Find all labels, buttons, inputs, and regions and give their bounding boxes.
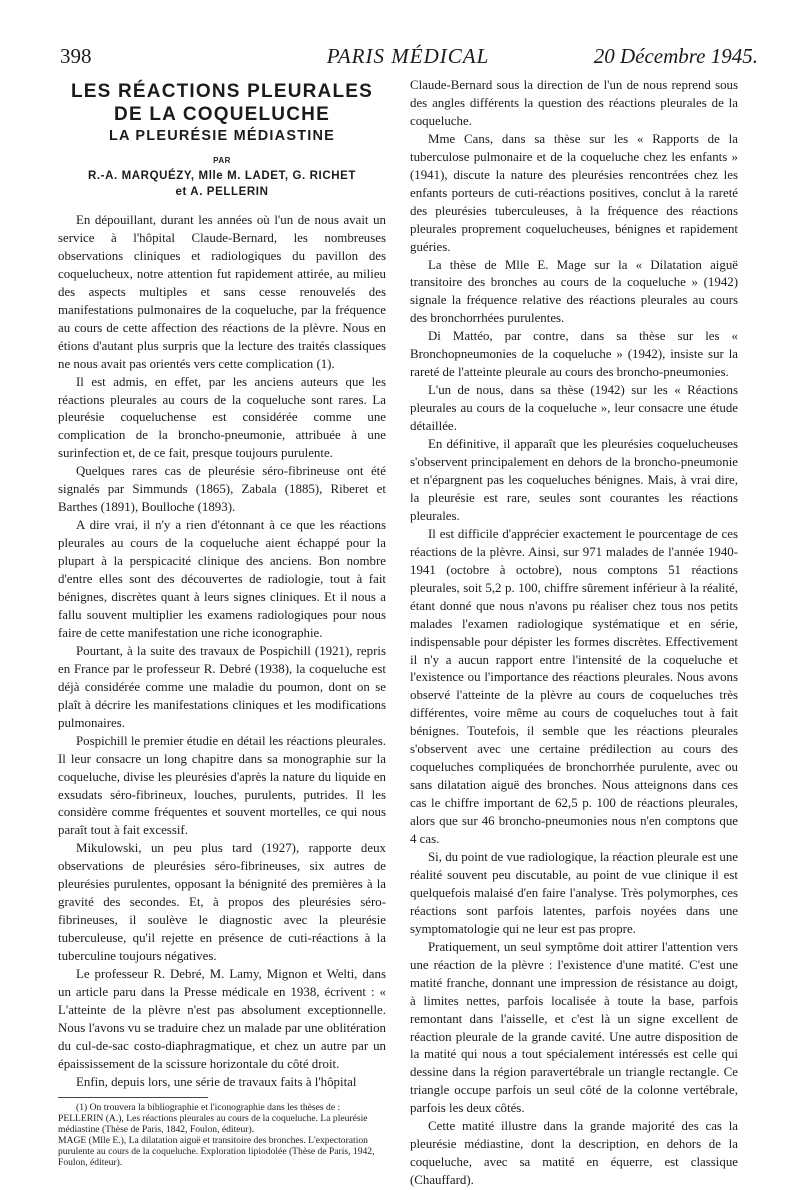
- body-paragraph: Il est difficile d'apprécier exactement le pourcentage de ces réactions de la plèvre. Ainsi, sur 971 malades de l'année 1940-1941 (octobre à octobre), nous comptons 51 réactions pleurales, soit 5,2 p. 100, chiffre sûrement inférieur à la réalité, étant donné que nous n'avons pu réaliser chez tous nos petits malades l'examen radiologique systématique et en série, indispensable pour dépister les formes discrètes. Effectivement il n'y a aucun rapport entre l'intensité de la coqueluche et l'existence ou l'importance des réactions pleurales. Nous avons observé l'atteinte de la plèvre au cours de coqueluches très différentes, voire même au cours de coqueluches tout à fait bénignes. Toutefois, il semble que les réactions pleurales s'observent avec une certaine prédilection au cours des coqueluches compliquées de bronchorrhée purulente, avec ou sans dilatation aiguë des bronches. Nous atteignons dans ces cas le chiffre important de 62,5 p. 100 de réactions pleurales, alors que sur 46 broncho-pneumonies nous n'en comptons que 4 cas.: [410, 526, 738, 847]
- body-paragraph: En dépouillant, durant les années où l'un de nous avait un service à l'hôpital Claude-Bernard, les nombreuses observations cliniques et radiologiques du pavillon des coquelucheux, notre attention fut rapidement attirée, au milieu des aspects multiples et sans cesse renouvelés des manifestations pulmonaires de la coqueluche, par la fréquence au cours de cette affection des réactions de la plèvre. Nous en étions d'autant plus surpris que la lecture des traités classiques ne nous avait pas orientés vers cette complication (1).: [58, 213, 386, 371]
- footnote-line: MAGE (Mlle E.), La dilatation aiguë et transitoire des bronches. L'expectoration purulente au cours de la coqueluche. Exploration lipiodolée (Thèse de Paris, 1942, Foulon, éditeur).: [58, 1134, 375, 1169]
- body-paragraph: Pratiquement, un seul symptôme doit attirer l'attention vers une réaction de la plèvre : l'existence d'une matité. C'est une matité franche, donnant une impression de résistance au doigt, à limites nettes, parfois localisée à toute la base, parfois remontant dans l'aisselle, et c'est là un signe excellent de réaction pleurale de la grande cavité. Une autre disposition de la matité qui nous a tout spécialement intéressés est celle qui dessine dans la région paravertébrale un triangle rectangle. Ce triangle occupe parfois un seul côté de la colonne vertébrale, parfois les deux côtés.: [410, 939, 738, 1116]
- body-paragraph: Pospichill le premier étudie en détail les réactions pleurales. Il leur consacre un long chapitre dans sa monographie sur la coqueluche, divise les pleurésies d'après la nature du liquide en exsudats séro-fibrineux, louches, purulents, putrides. Il les considère comme fréquentes et souvent mortelles, ce qui nous paraît tout à fait excessif.: [58, 733, 386, 838]
- running-header: [58, 44, 758, 78]
- page-number: 398: [60, 44, 92, 68]
- article-title-block: [58, 80, 386, 200]
- body-paragraph: A dire vrai, il n'y a rien d'étonnant à ce que les réactions pleurales au cours de la coqueluche aient échappé pour la plupart à la perspicacité clinique des anciens. Bon nombre d'entre elles sont des découvertes de radiologie, tout à fait bénignes, discrètes quant à leurs signes cliniques. Et il nous a fallu souvent multiplier les examens radiologiques pour nous faire de cette manifestation une riche iconographie.: [58, 518, 386, 640]
- authors-line-1: R.-A. MARQUÉZY, Mlle M. LADET, G. RICHET: [87, 170, 357, 182]
- journal-title: PARIS MÉDICAL: [326, 44, 490, 68]
- issue-date: 20 Décembre 1945.: [593, 44, 758, 68]
- body-paragraph: L'un de nous, dans sa thèse (1942) sur les « Réactions pleurales au cours de la coqueluche », leur consacre une étude détaillée.: [410, 383, 738, 434]
- body-paragraph: La thèse de Mlle E. Mage sur la « Dilatation aiguë transitoire des bronches au cours de la coqueluche » (1942) signale la fréquence relative des réactions pleurales au cours des bronchorrhées purulentes.: [410, 257, 738, 326]
- body-paragraph: Enfin, depuis lors, une série de travaux faits à l'hôpital: [76, 1074, 357, 1089]
- body-paragraph: Cette matité illustre dans la grande majorité des cas la pleurésie médiastine, dont la description, en dehors de la coqueluche, avec sa matité en équerre, est classique (Chauffard).: [410, 1119, 738, 1188]
- article-title-line-1: LES RÉACTIONS PLEURALES: [70, 81, 374, 102]
- body-paragraph: Claude-Bernard sous la direction de l'un de nous reprend sous des angles différents la question des réactions pleurales de la coqueluche.: [410, 78, 738, 128]
- left-column: [58, 80, 386, 1168]
- footnote: [58, 1102, 386, 1169]
- body-paragraph: Le professeur R. Debré, M. Lamy, Mignon et Welti, dans un article paru dans la Presse médicale en 1938, écrivent : « L'atteinte de la plèvre n'est pas absolument exceptionnelle. Nous l'avons vu se traduire chez un malade par une oblitération du cul-de-sac costo-diaphragmatique, et chez un autre par un épaississement de la scissure horizontale du côté droit.: [58, 967, 386, 1071]
- body-paragraph: Si, du point de vue radiologique, la réaction pleurale est une réalité souvent peu discutable, au point de vue clinique il est quelquefois malaisé d'en faire l'analyse. Très polymorphes, ces réactions sont parfois latentes, parfois noyées dans une symptomatologie qui ne leur est pas propre.: [410, 849, 738, 936]
- article-subtitle: LA PLEURÉSIE MÉDIASTINE: [108, 128, 336, 144]
- footnote-divider: [58, 1097, 208, 1098]
- byline-par: PAR: [213, 156, 231, 165]
- authors-line-2: et A. PELLERIN: [175, 186, 269, 198]
- body-paragraph: Mme Cans, dans sa thèse sur les « Rapports de la tuberculose pulmonaire et de la coqueluche chez les enfants » (1941), discute la nature des pleurésies rencontrées chez les enfants porteurs de cuti-réactions positives, conclut à la rareté des pleurésies tuberculeuses, à la fréquence des réactions pleurales proprement coquelucheuses, bénignes et rapidement guéries.: [410, 131, 738, 254]
- right-column: [410, 77, 738, 1190]
- body-paragraph: Di Mattéo, par contre, dans sa thèse sur les « Bronchopneumonies de la coqueluche » (1942), insiste sur la rareté de l'atteinte pleurale au cours des broncho-pneumonies.: [410, 329, 738, 380]
- body-paragraph: Quelques rares cas de pleurésie séro-fibrineuse ont été signalés par Simmunds (1865), Zabala (1885), Riberet et Barthes (1891), Boulloche (1893).: [58, 464, 386, 515]
- footnote-line: (1) On trouvera la bibliographie et l'iconographie dans les thèses de :: [76, 1101, 341, 1113]
- body-paragraph: Mikulowski, un peu plus tard (1927), rapporte deux observations de pleurésies séro-fibrineuses, six autres de pleurésies purulentes, opposant la bénignité des premières à la gravité des secondes. Et, à propos des pleurésies séro-fibrineuses, il soulève le diagnostic avec la pleurésie tuberculeuse, qu'il rejette en présence de cuti-réactions à la tuberculine toujours négatives.: [58, 841, 386, 964]
- body-paragraph: Il est admis, en effet, par les anciens auteurs que les réactions pleurales au cours de la coqueluche sont rares. La pleurésie coqueluchense est considérée comme une complication de la broncho-pneumonie, attribuée à une surinfection et, de ce fait, presque toujours purulente.: [58, 374, 386, 461]
- footnote-line: PELLERIN (A.), Les réactions pleurales au cours de la coqueluche. La pleurésie médiastine (Thèse de Paris, 1842, Foulon, éditeur).: [58, 1112, 368, 1135]
- body-paragraph: Pourtant, à la suite des travaux de Pospichill (1921), repris en France par le professeur R. Debré (1938), la coqueluche est déjà considérée comme une maladie du poumon, dont on se plaît à décrire les manifestations cliniques et les modifications pulmonaires.: [58, 643, 386, 730]
- article-title-line-2: DE LA COQUELUCHE: [114, 104, 330, 125]
- body-paragraph: En définitive, il apparaît que les pleurésies coquelucheuses s'observent principalement en dehors de la broncho-pneumonie et n'épargnent pas les coqueluches bénignes. Mais, à vrai dire, la pleurésie est rare, seules sont courantes les réactions pleurales.: [410, 437, 738, 523]
